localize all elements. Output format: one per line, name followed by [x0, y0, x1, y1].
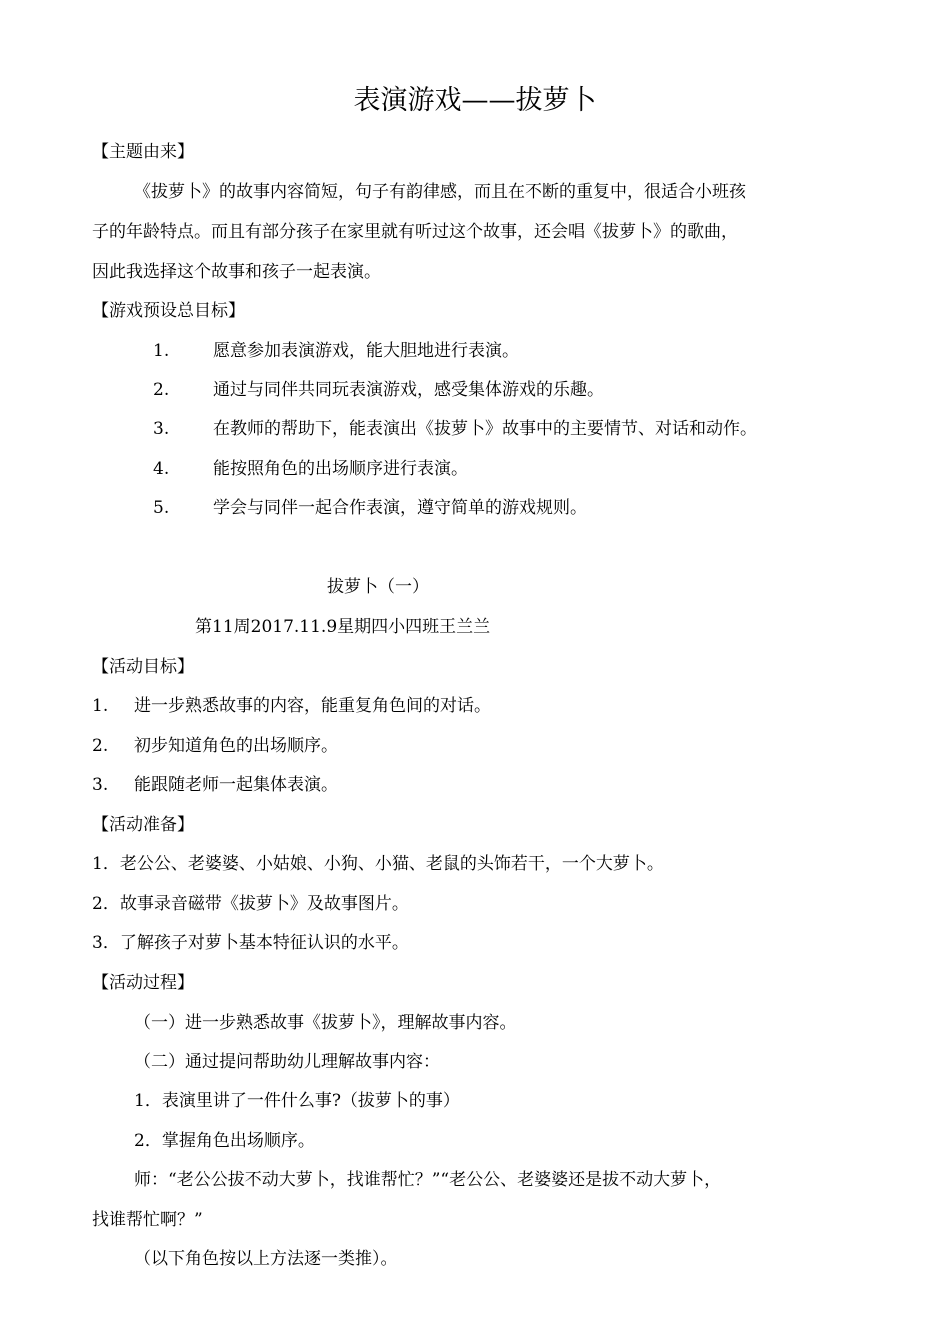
process-step-2: （二）通过提问帮助幼儿理解故事内容：	[134, 1052, 440, 1072]
process-heading: 【活动过程】	[92, 973, 194, 993]
teacher-line-2: 找谁帮忙啊？”	[92, 1210, 203, 1230]
objective-item: 1. 进一步熟悉故事的内容，能重复角色间的对话。	[92, 696, 491, 716]
objective-item: 2. 初步知道角色的出场顺序。	[92, 736, 338, 756]
theme-heading: 【主题由来】	[92, 142, 194, 162]
goal-item: 1. 愿意参加表演游戏，能大胆地进行表演。	[153, 341, 519, 361]
process-step-1: （一）进一步熟悉故事《拔萝卜》，理解故事内容。	[134, 1013, 517, 1033]
goal-item: 2. 通过与同伴共同玩表演游戏，感受集体游戏的乐趣。	[153, 380, 604, 400]
objectives-heading: 【活动目标】	[92, 657, 194, 677]
goal-item: 5. 学会与同伴一起合作表演，遵守简单的游戏规则。	[153, 498, 587, 518]
preparation-heading: 【活动准备】	[92, 815, 194, 835]
goal-item: 4. 能按照角色的出场顺序进行表演。	[153, 459, 468, 479]
teacher-line-1: 师：“老公公拔不动大萝卜，找谁帮忙？”“老公公、老婆婆还是拔不动大萝卜，	[134, 1170, 722, 1190]
theme-line-3: 因此我选择这个故事和孩子一起表演。	[92, 262, 381, 282]
preparation-item: 3．了解孩子对萝卜基本特征认识的水平。	[92, 933, 409, 953]
goals-heading: 【游戏预设总目标】	[92, 301, 245, 321]
process-note: （以下角色按以上方法逐一类推）。	[134, 1249, 398, 1269]
question-2: 2．掌握角色出场顺序。	[134, 1131, 315, 1151]
preparation-item: 1．老公公、老婆婆、小姑娘、小狗、小猫、老鼠的头饰若干，一个大萝卜。	[92, 854, 664, 874]
theme-line-1: 《拔萝卜》的故事内容简短，句子有韵律感，而且在不断的重复中，很适合小班孩	[134, 182, 746, 202]
document-title: 表演游戏——拔萝卜	[353, 85, 597, 116]
theme-line-2: 子的年龄特点。而且有部分孩子在家里就有听过这个故事，还会唱《拔萝卜》的歌曲，	[92, 222, 738, 242]
objective-item: 3. 能跟随老师一起集体表演。	[92, 775, 338, 795]
lesson-subtitle: 拔萝卜（一）	[327, 577, 429, 597]
question-1: 1．表演里讲了一件什么事?（拔萝卜的事）	[134, 1091, 460, 1111]
preparation-item: 2．故事录音磁带《拔萝卜》及故事图片。	[92, 894, 409, 914]
lesson-info: 第11周2017.11.9星期四小四班王兰兰	[195, 617, 491, 637]
goal-item: 3. 在教师的帮助下，能表演出《拔萝卜》故事中的主要情节、对话和动作。	[153, 419, 757, 439]
